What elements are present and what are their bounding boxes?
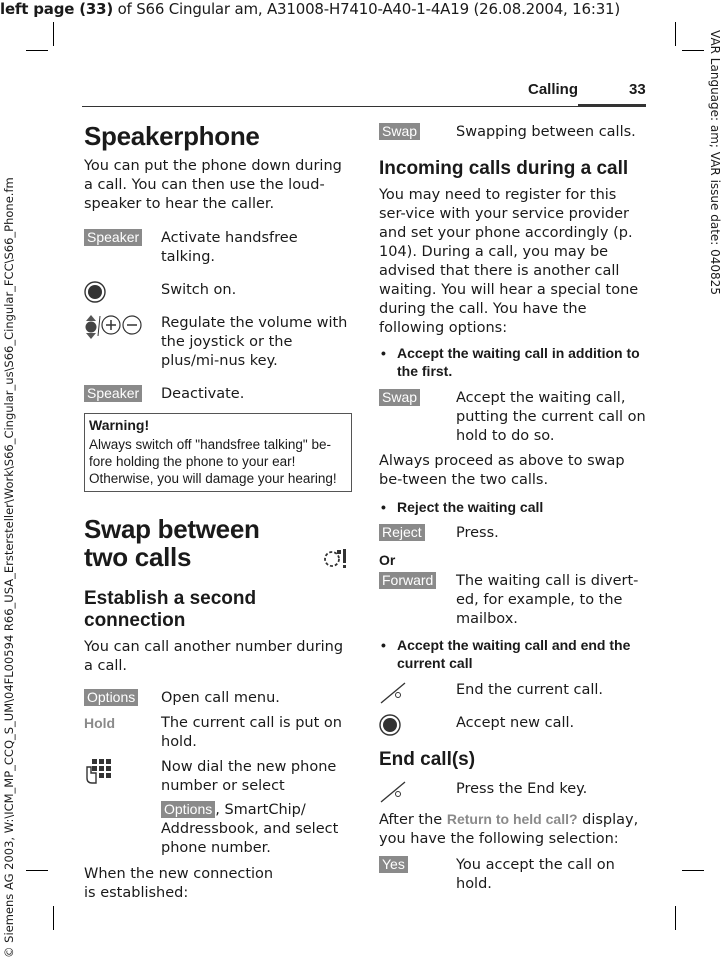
row-description: Switch on. <box>161 282 237 298</box>
row-description: Accept new call. <box>456 715 575 731</box>
return-held-call-menu: Return to held call? <box>446 811 578 827</box>
row-description: Press the End key. <box>456 781 588 797</box>
forward-row <box>379 572 647 629</box>
press-end-row <box>379 780 647 799</box>
options-row <box>84 689 352 708</box>
side-text-left: © Siemens AG 2003, W:\ICM_MP_CCQ_S_UM\04FL00594 R66_USA_Erstersteller\Work\S66_Cingular_us\S66_Cingular_FCC\S66_Phone.fm <box>2 177 16 958</box>
swap-title-line2: two calls <box>84 542 192 572</box>
bullet-reject: • Reject the waiting call <box>379 498 647 516</box>
hold-row <box>84 714 352 752</box>
swap-softkey[interactable]: Swap <box>379 123 420 140</box>
speaker-softkey[interactable]: Speaker <box>84 229 142 246</box>
when-established-text: When the new connection is established: <box>84 866 274 901</box>
warning-text: Always switch off "handsfree talking" be-fore holding the phone to your ear! Otherwise, you will damage your hearing! <box>89 437 337 486</box>
or-label: Or <box>379 552 396 568</box>
after-text-pre: After the <box>379 812 447 828</box>
after-text-post: display, you have the following selection: <box>379 812 639 847</box>
hold-menu-item[interactable]: Hold <box>84 715 116 731</box>
warning-title: Warning! <box>89 417 150 433</box>
row-description: You accept the call on hold. <box>456 857 615 892</box>
crop-mark <box>682 870 704 871</box>
document-header <box>0 0 620 18</box>
page-number: 33 <box>629 81 646 98</box>
volume-row <box>84 314 352 371</box>
swap-title-line1: Swap between <box>84 514 260 544</box>
center-key-icon <box>84 281 106 303</box>
yes-softkey[interactable]: Yes <box>379 856 408 873</box>
row-description: The waiting call is divert-ed, for example, to the mailbox. <box>456 573 639 627</box>
swap-heading <box>84 515 352 571</box>
speaker-softkey[interactable]: Speaker <box>84 385 142 402</box>
reject-softkey[interactable]: Reject <box>379 524 425 541</box>
switch-on-row <box>84 281 352 300</box>
speaker-deactivate-row <box>84 385 352 404</box>
row-description: The current call is put on hold. <box>161 715 342 750</box>
header-rule <box>82 106 646 107</box>
swap-row <box>379 123 647 142</box>
speakerphone-intro: You can put the phone down during a call. You can then use the loud-speaker to hear the caller. <box>84 158 342 212</box>
after-display-text <box>379 810 647 849</box>
keypad-icon <box>84 758 116 786</box>
end-current-row <box>379 681 647 700</box>
establish-intro: You can call another number during a call. <box>84 639 344 674</box>
row-description: Accept the waiting call, putting the current call on hold to do so. <box>456 390 646 444</box>
crop-mark <box>26 870 48 871</box>
side-text-right: VAR Language: am; VAR issue date: 040825 <box>708 30 722 295</box>
incoming-text: You may need to register for this ser-vice with your service provider and set your phone accordingly (p. 104). During a call, you may be advised that there is another call waiting. You will hear a special tone during the call. You have the following options: <box>379 187 639 336</box>
warning-box <box>84 413 352 492</box>
crop-mark <box>26 50 48 51</box>
accept-new-row <box>379 714 647 733</box>
row-description: Swapping between calls. <box>456 124 636 140</box>
row-description: Now dial the new phone number or select <box>161 759 337 794</box>
end-calls-title: End call(s) <box>379 749 476 770</box>
speakerphone-title: Speakerphone <box>84 121 260 151</box>
document-header-rest: of S66 Cingular am, A31008-H7410-A40-1-4A19 (26.08.2004, 16:31) <box>113 0 621 18</box>
crop-mark <box>53 22 54 46</box>
page-header-title: Calling <box>528 81 579 98</box>
row-description: Open call menu. <box>161 690 280 706</box>
right-column <box>379 122 647 894</box>
establish-title: Establish a second connection <box>84 588 257 631</box>
bullet-accept-end: • Accept the waiting call and end the current call <box>379 636 647 672</box>
options-select-text: , SmartChip/ Addressbook, and select phone number. <box>161 802 339 856</box>
always-proceed-text: Always proceed as above to swap be-tween the two calls. <box>379 453 625 488</box>
forward-softkey[interactable]: Forward <box>379 572 436 589</box>
crop-mark <box>675 906 676 930</box>
row-description: Activate handsfree talking. <box>161 230 298 265</box>
options-softkey[interactable]: Options <box>84 689 138 706</box>
speaker-activate-row <box>84 229 352 267</box>
yes-row <box>379 856 647 894</box>
swap-accept-row <box>379 389 647 446</box>
bullet-accept-additional: • Accept the waiting call in addition to the first. <box>379 344 647 380</box>
reject-row <box>379 524 647 543</box>
swap-softkey[interactable]: Swap <box>379 389 420 406</box>
left-column <box>84 122 352 903</box>
options-softkey-inline[interactable]: Options <box>161 801 215 818</box>
document-header-bold: left page (33) <box>0 0 114 18</box>
crop-mark <box>53 906 54 930</box>
incoming-title: Incoming calls during a call <box>379 158 629 179</box>
dial-row <box>84 758 352 858</box>
end-key-icon <box>379 681 409 705</box>
row-description: Deactivate. <box>161 386 245 402</box>
options-select-description <box>161 801 352 858</box>
crop-mark <box>675 22 676 46</box>
row-description: Press. <box>456 525 499 541</box>
crop-mark <box>682 50 704 51</box>
volume-icon <box>84 314 150 340</box>
row-description: End the current call. <box>456 682 604 698</box>
end-key-icon <box>379 780 409 804</box>
row-description: Regulate the volume with the joystick or the plus/mi-nus key. <box>161 315 348 369</box>
network-feature-icon <box>322 547 350 569</box>
header-rule-accent <box>578 104 646 107</box>
center-key-icon <box>379 714 401 736</box>
